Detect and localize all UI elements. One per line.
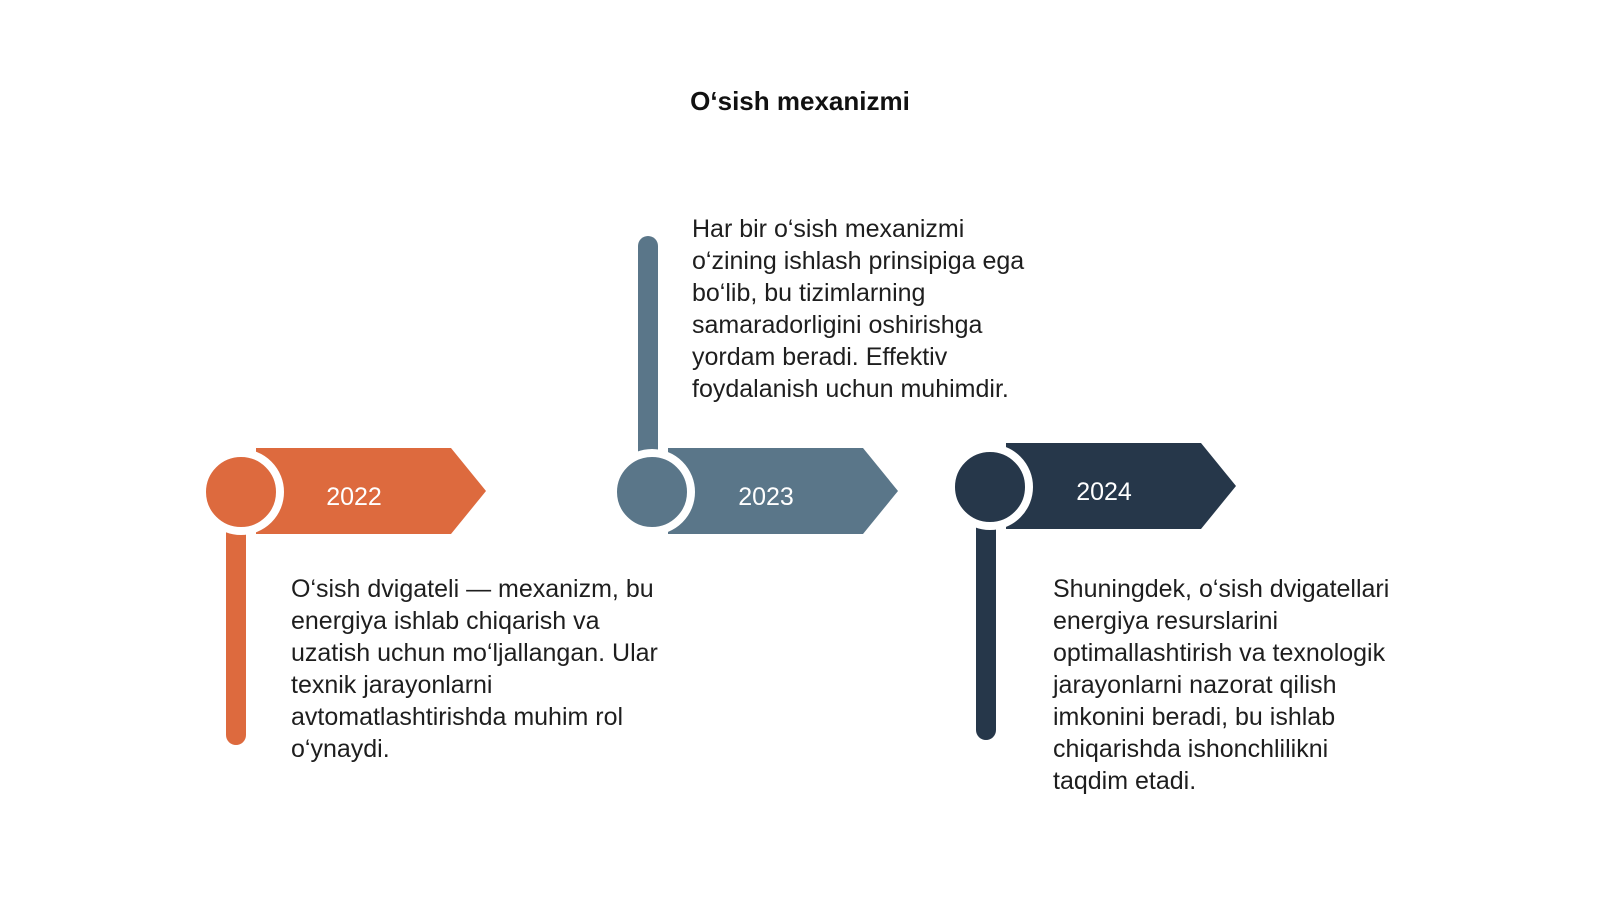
year-label-2022: 2022 [326, 483, 382, 511]
stick-2022 [226, 500, 246, 745]
dot-2023 [609, 449, 695, 535]
stick-2024 [976, 520, 996, 740]
year-label-2024: 2024 [1076, 478, 1132, 506]
year-label-2023: 2023 [738, 483, 794, 511]
dot-2022 [198, 449, 284, 535]
description-2023: Har bir o‘sish mexanizmi o‘zining ishlash prinsipiga ega bo‘lib, bu tizimlarning samaradorligini oshirishga yordam beradi. Effektiv foydalanish uchun muhimdir. [692, 215, 1025, 403]
dot-2024 [947, 444, 1033, 530]
description-2022: O‘sish dvigateli — mexanizm, bu energiya ishlab chiqarish va uzatish uchun mo‘ljallangan. Ular texnik jarayonlarni avtomatlashtirishda muhim rol o‘ynaydi. [291, 575, 658, 763]
stick-2023 [638, 236, 658, 464]
slide-title: O‘sish mexanizmi [690, 86, 910, 116]
description-2024: Shuningdek, o‘sish dvigatellari energiya resurslarini optimallashtirish va texnologik jarayonlarni nazorat qilish imkonini beradi, bu ishlab chiqarishda ishonchlilikni taqdim etadi. [1053, 575, 1390, 795]
